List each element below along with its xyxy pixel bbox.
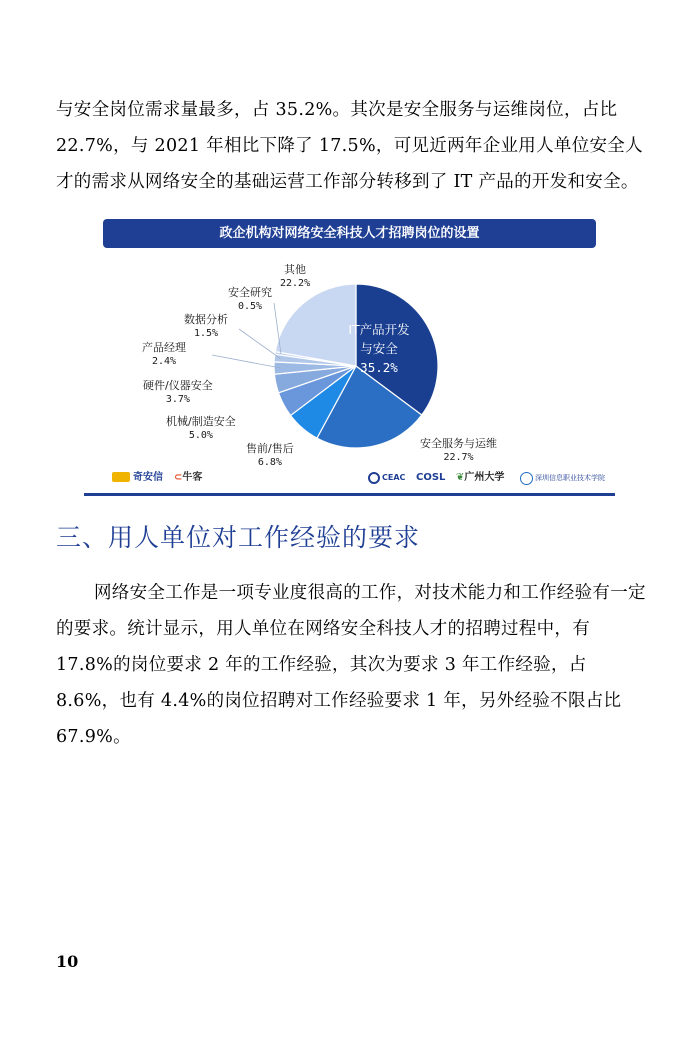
slice-name: 硬件/仪器安全 <box>143 379 213 392</box>
cosl-logo: COSL <box>416 472 446 483</box>
niuke-logo: ⊂牛客 <box>174 472 203 483</box>
niuke-mark-icon: ⊂ <box>174 472 183 483</box>
page-number: 10 <box>56 952 79 971</box>
slice-label-hardware <box>143 379 213 407</box>
qianxin-mark-icon <box>112 472 130 482</box>
section-heading: 三、用人单位对工作经验的要求 <box>56 523 421 552</box>
leader-line <box>212 355 280 368</box>
slice-name: 机械/制造安全 <box>166 415 236 428</box>
slice-label-other <box>280 263 310 291</box>
slice-value: 0.5% <box>237 301 263 312</box>
slice-name: 产品经理 <box>142 341 186 354</box>
slice-label-it-product <box>346 320 412 377</box>
slice-value: 2.4% <box>151 356 177 367</box>
slice-value: 1.5% <box>193 328 219 339</box>
ceac-mark-icon <box>368 472 380 484</box>
pie-chart-figure <box>84 213 615 496</box>
slice-value: 6.8% <box>257 457 282 468</box>
ceac-logo: CEAC <box>368 469 405 487</box>
slice-name: 售前/售后 <box>246 442 294 455</box>
slice-label-ops <box>420 437 497 465</box>
leader-line <box>239 329 280 359</box>
gzu-logo: ❦广州大学 <box>456 472 505 483</box>
slice-label-data <box>184 313 228 341</box>
shenzhen-logo: 深圳信息职业技术学院 <box>520 469 605 487</box>
slice-name: 其他 <box>284 263 307 276</box>
slice-label-mechanical <box>166 415 236 443</box>
slice-value: 3.7% <box>165 394 190 405</box>
slice-label-presales <box>246 442 294 470</box>
slice-value: 35.2% <box>360 360 398 375</box>
slice-value: 22.2% <box>280 278 311 289</box>
qianxin-logo: 奇安信 <box>112 469 163 487</box>
slice-value: 5.0% <box>188 430 213 441</box>
pie-slice <box>275 284 356 366</box>
slice-name: 安全研究 <box>228 286 272 299</box>
slice-name: 数据分析 <box>184 313 228 326</box>
slice-label-research <box>228 286 272 314</box>
slice-name: 安全服务与运维 <box>420 437 497 450</box>
shenzhen-mark-icon <box>520 472 533 485</box>
slice-name: IT产品开发与安全 <box>348 322 410 356</box>
slice-label-pm <box>142 341 186 369</box>
body-paragraph: 网络安全工作是一项专业度很高的工作，对技术能力和工作经验有一定的要求。统计显示，用人单位在网络安全科技人才的招聘过程中，有 17.8%的岗位要求 2 年的工作经验，其次为要求 3 年工作经验，占 8.6%，也有 4.4%的岗位招聘对工作经验要求 1 年，另外经验不限占比 67.9%。 <box>56 583 646 747</box>
slice-value: 22.7% <box>443 452 474 463</box>
chart-title: 政企机构对网络安全科技人才招聘岗位的设置 <box>103 219 596 248</box>
intro-paragraph: 与安全岗位需求量最多，占 35.2%。其次是安全服务与运维岗位，占比22.7%，与 2021 年相比下降了 17.5%，可见近两年企业用人单位安全人才的需求从网络安全的基础运营工作部分转移到了 IT 产品的开发和安全。 <box>56 100 643 192</box>
gzu-mark-icon: ❦ <box>456 472 465 483</box>
partner-logos <box>84 469 615 491</box>
